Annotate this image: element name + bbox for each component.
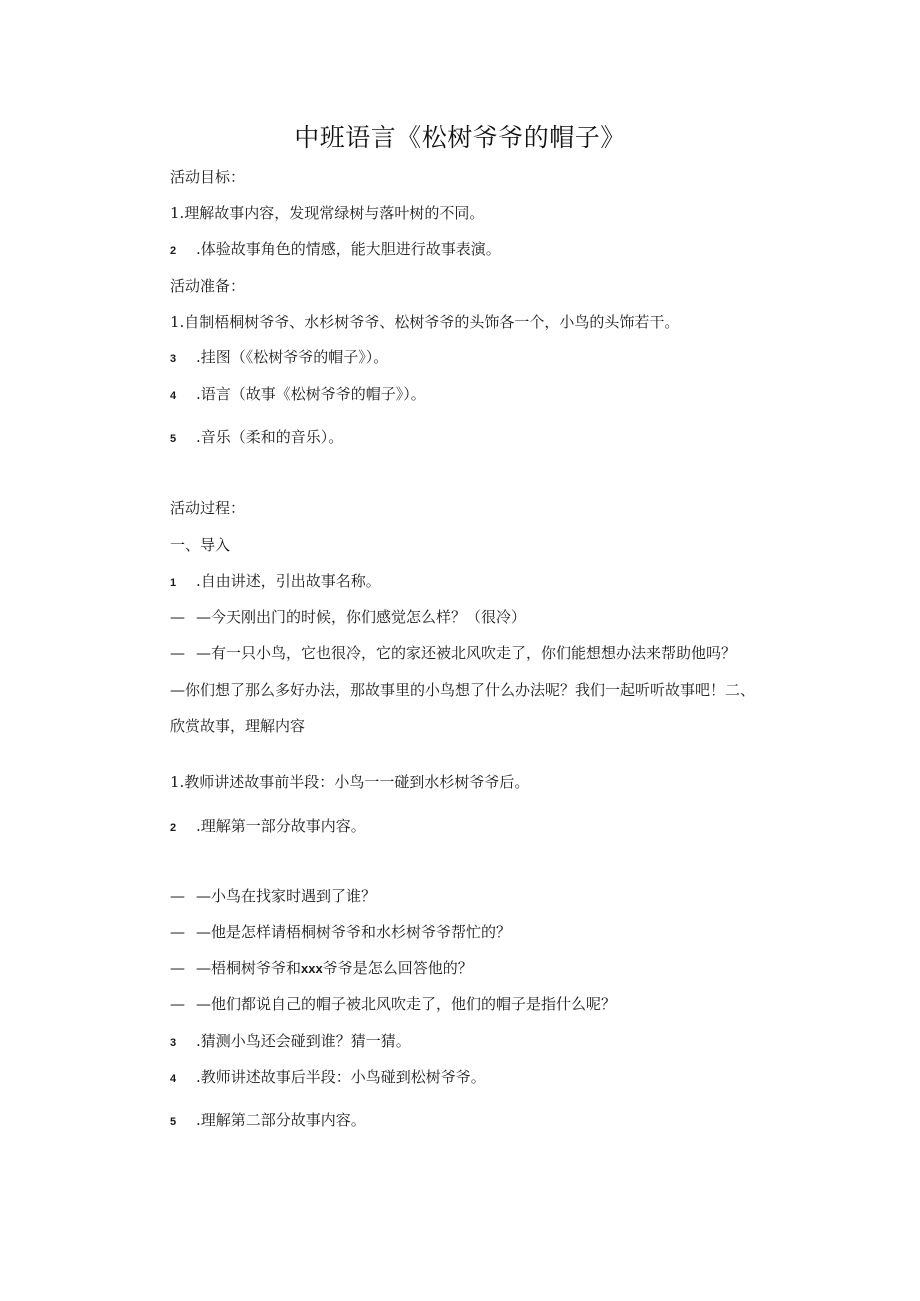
prep-item-4-text: .语言（故事《松树爷爷的帽子》）。	[196, 385, 426, 403]
document-title: 中班语言《松树爷爷的帽子》	[294, 123, 626, 152]
intro-question-3-line-2: 欣赏故事，理解内容	[170, 717, 306, 735]
story-item-4-text: .教师讲述故事后半段：小鸟碰到松树爷爷。	[196, 1068, 486, 1086]
story-item-4	[170, 1066, 486, 1090]
prep-heading: 活动准备：	[170, 277, 246, 295]
process-heading: 活动过程：	[170, 499, 246, 517]
goal-item-2	[170, 238, 501, 262]
prep-item-5-number: 5	[170, 433, 177, 445]
prep-item-4	[170, 383, 426, 407]
intro-question-1	[170, 606, 526, 628]
dash-mark: —	[170, 608, 185, 626]
story-item-5	[170, 1109, 366, 1133]
goal-item-2-number: 2	[170, 245, 177, 257]
prep-item-5	[170, 426, 343, 450]
story-question-3	[170, 957, 473, 980]
story-item-3-number: 3	[170, 1037, 177, 1049]
prep-item-3-text: .挂图（《松树爷爷的帽子》）。	[196, 348, 389, 366]
dash-mark: —	[170, 995, 185, 1013]
dash-mark: —	[170, 644, 185, 662]
intro-item-1-number: 1	[170, 577, 177, 589]
prep-item-3-number: 3	[170, 353, 177, 365]
intro-question-2-text: —有一只小鸟，它也很冷，它的家还被北风吹走了，你们能想想办法来帮助他吗？	[196, 644, 737, 662]
story-question-1	[170, 885, 376, 907]
story-item-3-text: .猜测小鸟还会碰到谁？猜一猜。	[196, 1032, 411, 1050]
story-item-2-number: 2	[170, 822, 177, 834]
story-item-4-number: 4	[170, 1073, 177, 1085]
dash-mark: —	[170, 959, 185, 977]
story-item-3	[170, 1030, 411, 1054]
goal-item-2-text: .体验故事角色的情感，能大胆进行故事表演。	[196, 240, 501, 258]
intro-item-1	[170, 570, 381, 594]
intro-question-1-text: —今天刚出门的时候，你们感觉怎么样？（很冷）	[196, 608, 527, 626]
story-question-3-placeholder: xxx	[301, 961, 323, 976]
story-item-2-text: .理解第一部分故事内容。	[196, 817, 366, 835]
intro-question-3-line-1: —你们想了那么多好办法，那故事里的小鸟想了什么办法呢？我们一起听听故事吧！二、	[170, 681, 756, 699]
story-item-5-number: 5	[170, 1116, 177, 1128]
section-intro-heading: 一、导入	[170, 536, 231, 554]
goals-heading: 活动目标：	[170, 168, 246, 186]
story-question-4-text: —他们都说自己的帽子被北风吹走了，他们的帽子是指什么呢？	[196, 995, 617, 1013]
prep-item-3	[170, 346, 388, 370]
story-item-1: 1.教师讲述故事前半段：小鸟一一碰到水杉树爷爷后。	[170, 773, 530, 791]
prep-item-1: 1.自制梧桐树爷爷、水杉树爷爷、松树爷爷的头饰各一个，小鸟的头饰若干。	[170, 313, 680, 331]
prep-item-4-number: 4	[170, 390, 177, 402]
story-item-5-text: .理解第二部分故事内容。	[196, 1111, 366, 1129]
story-item-2	[170, 815, 366, 839]
dash-mark: —	[170, 887, 185, 905]
story-question-2-text: —他是怎样请梧桐树爷爷和水杉树爷爷帮忙的？	[196, 923, 512, 941]
intro-item-1-text: .自由讲述，引出故事名称。	[196, 572, 381, 590]
goal-item-1: 1.理解故事内容，发现常绿树与落叶树的不同。	[170, 204, 485, 222]
story-question-3-pre: —梧桐树爷爷和	[196, 959, 302, 977]
intro-question-2	[170, 642, 736, 664]
story-question-3-post: 爷爷是怎么回答他的？	[322, 959, 473, 977]
prep-item-5-text: .音乐（柔和的音乐）。	[196, 428, 344, 446]
story-question-4	[170, 993, 616, 1015]
story-question-2	[170, 921, 511, 943]
dash-mark: —	[170, 923, 185, 941]
story-question-1-text: —小鸟在找家时遇到了谁？	[196, 887, 377, 905]
